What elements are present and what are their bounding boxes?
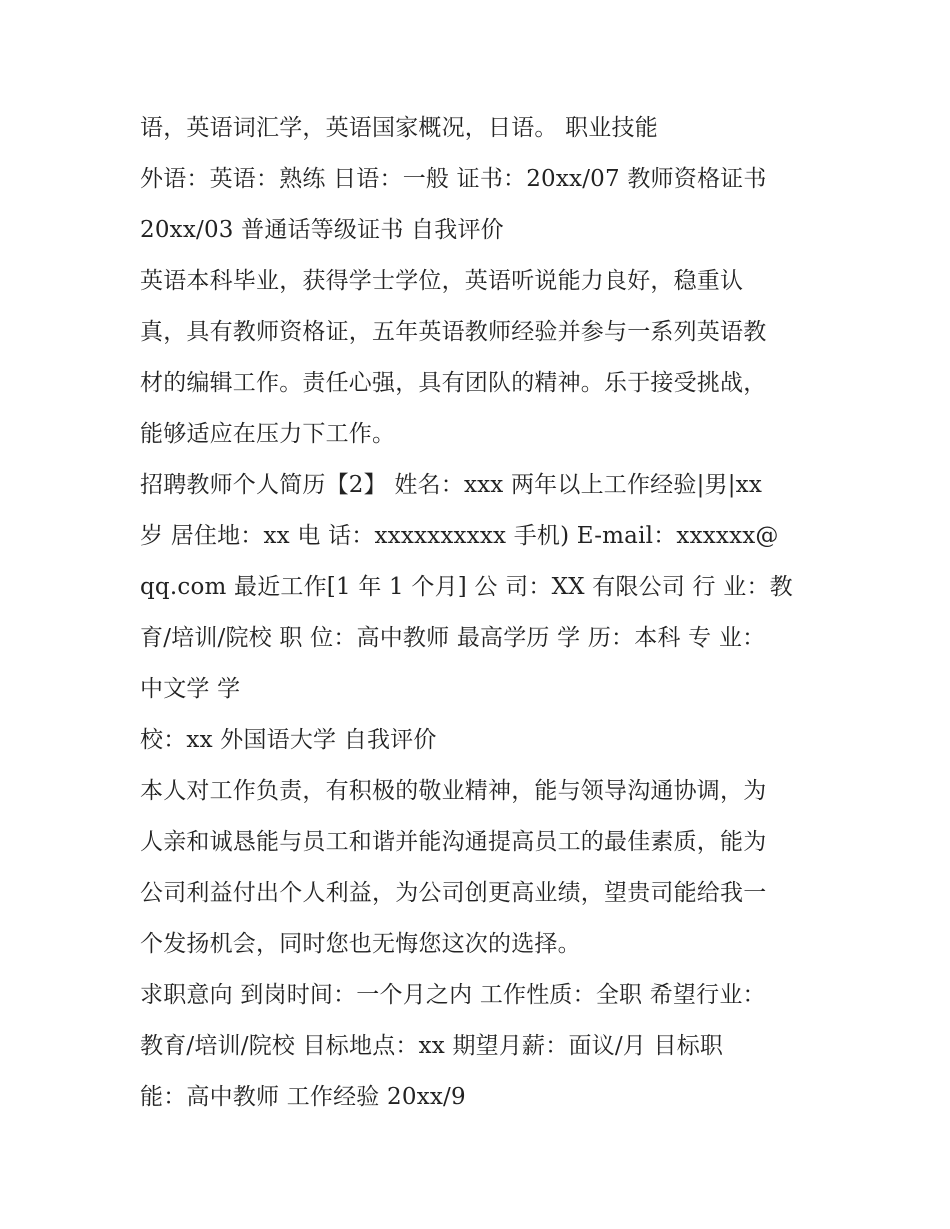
- text-line: 20xx/03 普通话等级证书 自我评价: [140, 217, 504, 243]
- text-line: 能够适应在压力下工作。: [140, 421, 396, 447]
- text-line: 中文学 学: [140, 676, 241, 702]
- document-body: [140, 103, 830, 1123]
- text-line: 育/培训/院校 职 位：高中教师 最高学历 学 历：本科 专 业：: [140, 625, 766, 651]
- text-line: 个发扬机会，同时您也无悔您这次的选择。: [140, 931, 581, 957]
- text-line: qq.com 最近工作[1 年 1 个月] 公 司：XX 有限公司 行 业：教: [140, 574, 793, 600]
- text-line: 能：高中教师 工作经验 20xx/9: [140, 1084, 466, 1110]
- text-line: 公司利益付出个人利益，为公司创更高业绩，望贵司能给我一: [140, 880, 767, 906]
- text-line: 求职意向 到岗时间：一个月之内 工作性质：全职 希望行业：: [140, 982, 766, 1008]
- text-line: 人亲和诚恳能与员工和谐并能沟通提高员工的最佳素质，能为: [140, 829, 767, 855]
- text-line: 外语：英语：熟练 日语：一般 证书：20xx/07 教师资格证书: [140, 166, 767, 192]
- text-line: 校：xx 外国语大学 自我评价: [140, 727, 437, 753]
- text-line: 语，英语词汇学，英语国家概况，日语。 职业技能: [140, 115, 658, 141]
- text-line: 岁 居住地：xx 电 话：xxxxxxxxxx 手机) E-mail：xxxxxx@: [140, 523, 779, 549]
- text-line: 招聘教师个人简历【2】 姓名：xxx 两年以上工作经验|男|xx: [140, 472, 763, 498]
- text-line: 本人对工作负责，有积极的敬业精神，能与领导沟通协调，为: [140, 778, 767, 804]
- text-line: 教育/培训/院校 目标地点：xx 期望月薪：面议/月 目标职: [140, 1033, 724, 1059]
- text-line: 真，具有教师资格证，五年英语教师经验并参与一系列英语教: [140, 319, 767, 345]
- text-line: 英语本科毕业，获得学士学位，英语听说能力良好，稳重认: [140, 268, 744, 294]
- text-line: 材的编辑工作。责任心强，具有团队的精神。乐于接受挑战，: [140, 370, 767, 396]
